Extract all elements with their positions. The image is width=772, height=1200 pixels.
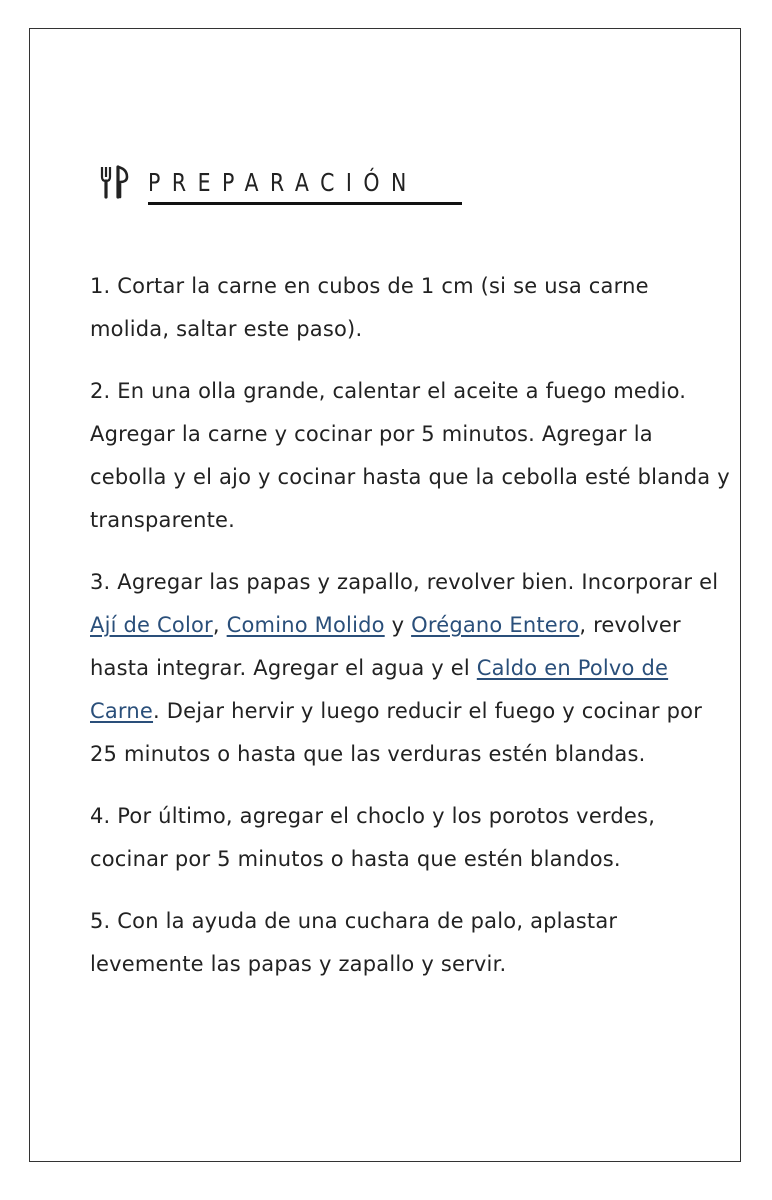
step-3-sep1: , — [212, 613, 227, 637]
step-4: 4. Por último, agregar el choclo y los porotos verdes, cocinar por 5 minutos o hasta que estén blandos. — [90, 804, 656, 871]
step-3 — [90, 561, 730, 776]
steps-list — [90, 265, 730, 1005]
link-comino-molido[interactable]: Comino Molido — [226, 613, 385, 637]
section-title: PREPARACIÓN — [148, 167, 418, 197]
step-5: 5. Con la ayuda de una cuchara de palo, aplastar levemente las papas y zapallo y servir. — [90, 909, 618, 976]
step-3-prefix: 3. Agregar las papas y zapallo, revolver bien. Incorporar el — [90, 570, 719, 594]
step-3-mid: , revolver hasta integrar. Agregar el agua y el — [90, 613, 681, 680]
link-oregano-entero[interactable]: Orégano Entero — [411, 613, 580, 637]
utensils-icon — [100, 165, 130, 199]
step-3-sep2: y — [384, 613, 412, 637]
link-aji-de-color[interactable]: Ají de Color — [90, 613, 213, 637]
recipe-card — [29, 28, 741, 1162]
section-header — [100, 149, 477, 216]
step-1: 1. Cortar la carne en cubos de 1 cm (si se usa carne molida, saltar este paso). — [90, 274, 649, 341]
step-3-suffix: . Dejar hervir y luego reducir el fuego y cocinar por 25 minutos o hasta que las verduras estén blandas. — [90, 699, 703, 766]
step-2: 2. En una olla grande, calentar el aceite a fuego medio. Agregar la carne y cocinar por 5 minutos. Agregar la cebolla y el ajo y cocinar hasta que la cebolla esté blanda y transparente. — [90, 379, 730, 532]
link-caldo-en-polvo-de-carne[interactable]: Caldo en Polvo de Carne — [90, 656, 669, 723]
title-underline — [148, 202, 462, 205]
